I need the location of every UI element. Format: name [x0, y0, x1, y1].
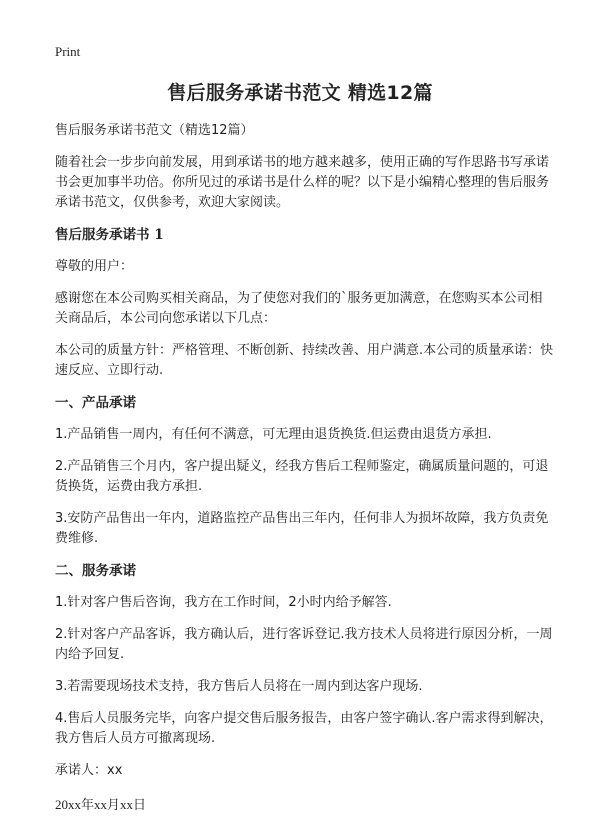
service-item: 1.针对客户售后咨询，我方在工作时间，2小时内给予解答.	[55, 595, 392, 610]
product-commitment-heading: 一、产品承诺	[55, 395, 136, 411]
section-title: 售后服务承诺书 1	[55, 227, 164, 243]
date: 20xx年xx月xx日	[55, 797, 147, 812]
service-commitment-heading: 二、服务承诺	[55, 563, 136, 579]
service-item: 3.若需要现场技术支持，我方售后人员将在一周内到达客户现场.	[55, 679, 423, 694]
signature: 承诺人：xx	[55, 763, 123, 778]
product-item: 3.安防产品售出一年内，道路监控产品售出三年内，任何非人为损坏故障，我方负责免费维修.	[55, 511, 549, 546]
print-link[interactable]: Print	[55, 44, 81, 59]
product-item: 1.产品销售一周内，有任何不满意，可无理由退货换货.但运费由退货方承担.	[55, 427, 492, 442]
quality-policy-paragraph: 本公司的质量方针：严格管理、不断创新、持续改善、用户满意.本公司的质量承诺：快速反应、立即行动.	[55, 343, 554, 378]
greeting: 尊敬的用户：	[55, 259, 134, 274]
service-item: 2.针对客户产品客诉，我方确认后，进行客诉登记.我方技术人员将进行原因分析，一周内给予回复.	[55, 627, 553, 662]
paragraph: 感谢您在本公司购买相关商品，为了使您对我们的`服务更加满意，在您购买本公司相关商品后，本公司向您承诺以下几点：	[55, 291, 543, 326]
page-title: 售后服务承诺书范文 精选12篇	[167, 82, 433, 104]
document-body	[55, 121, 555, 815]
document-subtitle: 售后服务承诺书范文（精选12篇）	[55, 123, 254, 138]
intro-paragraph: 随着社会一步步向前发展，用到承诺书的地方越来越多，使用正确的写作思路书写承诺书会更加事半功倍。你所见过的承诺书是什么样的呢？以下是小编精心整理的售后服务承诺书范文，仅供参考，欢迎大家阅读。	[55, 155, 550, 210]
product-item: 2.产品销售三个月内，客户提出疑义，经我方售后工程师鉴定，确属质量问题的，可退货换货，运费由我方承担.	[55, 459, 549, 494]
service-item: 4.售后人员服务完毕，向客户提交售后服务报告，由客户签字确认.客户需求得到解决，我方售后人员方可撤离现场.	[55, 711, 553, 746]
